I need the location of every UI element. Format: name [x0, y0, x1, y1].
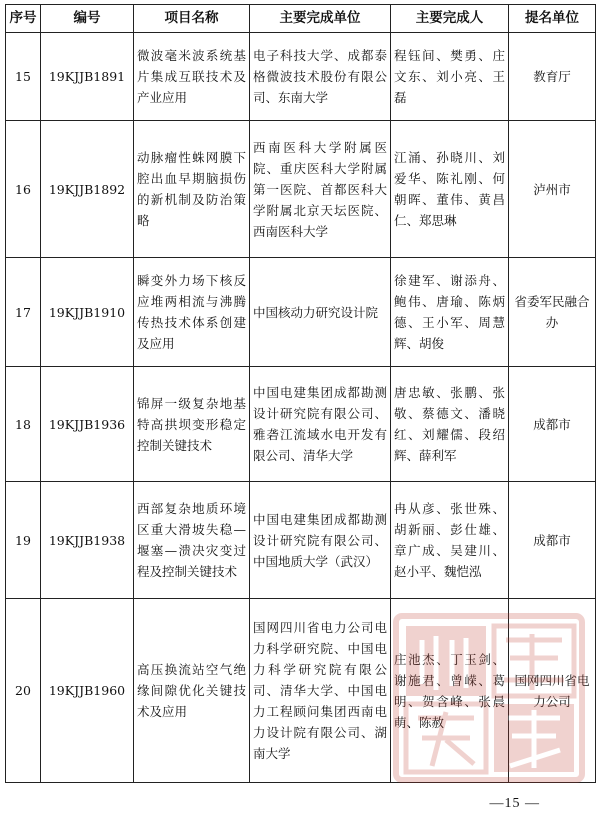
cell-units: 中国电建集团成都勘测设计研究院有限公司、中国地质大学（武汉） [250, 482, 391, 599]
cell-nominator: 省委军民融合办 [509, 258, 596, 367]
table-row [6, 599, 596, 783]
cell-code: 19KJJB1910 [41, 258, 134, 367]
cell-project-name: 微波毫米波系统基片集成互联技术及产业应用 [134, 33, 250, 121]
cell-units: 中国电建集团成都勘测设计研究院有限公司、雅砻江流域水电开发有限公司、清华大学 [250, 367, 391, 482]
cell-units: 电子科技大学、成都泰格微波技术股份有限公司、东南大学 [250, 33, 391, 121]
cell-people: 庄池杰、丁玉剑、谢施君、曾嵘、葛明、贺含峰、张晨萌、陈赦 [391, 599, 509, 783]
cell-project-name: 高压换流站空气绝缘间隙优化关键技术及应用 [134, 599, 250, 783]
cell-nominator: 成都市 [509, 482, 596, 599]
cell-people: 唐忠敏、张鹏、张敬、蔡德文、潘晓红、刘耀儒、段绍辉、薛利军 [391, 367, 509, 482]
header-nominator: 提名单位 [509, 5, 596, 33]
cell-project-name: 西部复杂地质环境区重大滑坡失稳—堰塞—溃决灾变过程及控制关键技术 [134, 482, 250, 599]
header-people: 主要完成人 [391, 5, 509, 33]
header-code: 编号 [41, 5, 134, 33]
cell-people: 程钰间、樊勇、庄文东、刘小亮、王磊 [391, 33, 509, 121]
cell-seq: 19 [6, 482, 41, 599]
cell-units: 国网四川省电力公司电力科学研究院、中国电力科学研究院有限公司、清华大学、中国电力工程顾问集团西南电力设计院有限公司、湖南大学 [250, 599, 391, 783]
cell-people: 冉从彦、张世殊、胡新丽、彭仕雄、章广成、吴建川、赵小平、魏恺泓 [391, 482, 509, 599]
page-number: —15 — [489, 796, 540, 811]
cell-people: 江涌、孙晓川、刘爱华、陈礼刚、何朝晖、董伟、黄昌仁、郑思琳 [391, 121, 509, 258]
cell-units: 中国核动力研究设计院 [250, 258, 391, 367]
header-project-name: 项目名称 [134, 5, 250, 33]
cell-nominator: 教育厅 [509, 33, 596, 121]
table-row [6, 258, 596, 367]
header-units: 主要完成单位 [250, 5, 391, 33]
cell-seq: 16 [6, 121, 41, 258]
table-header-row [6, 5, 596, 33]
cell-units: 西南医科大学附属医院、重庆医科大学附属第一医院、首都医科大学附属北京天坛医院、西南医科大学 [250, 121, 391, 258]
cell-people: 徐建军、谢添舟、鲍伟、唐瑜、陈炳德、王小军、周慧辉、胡俊 [391, 258, 509, 367]
cell-seq: 18 [6, 367, 41, 482]
header-seq: 序号 [6, 5, 41, 33]
awards-table [5, 4, 596, 783]
cell-project-name: 动脉瘤性蛛网膜下腔出血早期脑损伤的新机制及防治策略 [134, 121, 250, 258]
table-row [6, 33, 596, 121]
table-row [6, 367, 596, 482]
cell-seq: 15 [6, 33, 41, 121]
table-row [6, 121, 596, 258]
cell-code: 19KJJB1936 [41, 367, 134, 482]
cell-nominator: 国网四川省电力公司 [509, 599, 596, 783]
cell-project-name: 锦屏一级复杂地基特高拱坝变形稳定控制关键技术 [134, 367, 250, 482]
cell-code: 19KJJB1938 [41, 482, 134, 599]
table-row [6, 482, 596, 599]
cell-seq: 17 [6, 258, 41, 367]
cell-project-name: 瞬变外力场下核反应堆两相流与沸腾传热技术体系创建及应用 [134, 258, 250, 367]
cell-code: 19KJJB1892 [41, 121, 134, 258]
cell-nominator: 泸州市 [509, 121, 596, 258]
cell-code: 19KJJB1960 [41, 599, 134, 783]
cell-code: 19KJJB1891 [41, 33, 134, 121]
cell-seq: 20 [6, 599, 41, 783]
cell-nominator: 成都市 [509, 367, 596, 482]
